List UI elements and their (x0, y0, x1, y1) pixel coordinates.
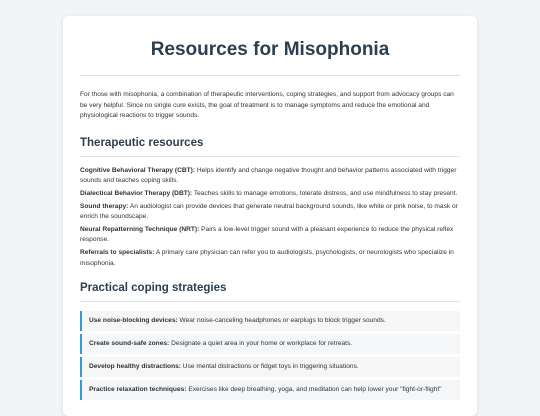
coping-item (80, 380, 460, 400)
item-text: Teaches skills to manage emotions, tolerate distress, and use mindfulness to stay present. (192, 189, 458, 197)
item-term: Referrals to specialists: (80, 248, 155, 256)
item-text: Exercises like deep breathing, yoga, and meditation can help lower your "fight-or-flight" (186, 386, 442, 394)
item-term: Neural Repatterning Technique (NRT): (80, 225, 200, 233)
item-text: Wear noise-canceling headphones or earplugs to block trigger sounds. (177, 317, 386, 325)
item-term: Cognitive Behavioral Therapy (CBT): (80, 166, 196, 174)
therapeutic-list (80, 166, 460, 269)
list-item (80, 248, 460, 269)
document-body (63, 38, 477, 400)
item-text: Use mental distractions or fidget toys in triggering situations. (180, 363, 359, 371)
title-divider (80, 75, 460, 76)
item-term: Use noise-blocking devices: (89, 317, 178, 325)
item-term: Sound therapy: (80, 202, 129, 210)
item-term: Create sound-safe zones: (89, 340, 170, 348)
item-text: A primary care physician can refer you to audiologists, psychologists, or neurologists who specialize in misophonia. (80, 248, 454, 267)
coping-list (80, 311, 460, 400)
coping-heading: Practical coping strategies (80, 281, 460, 302)
item-text: Helps identify and change negative thought and behavior patterns associated with trigger sounds and teaches coping skills. (80, 166, 457, 185)
list-item (80, 225, 460, 246)
item-term: Practice relaxation techniques: (89, 386, 187, 394)
document-card (63, 16, 477, 416)
coping-item (80, 311, 460, 331)
coping-item (80, 334, 460, 354)
coping-item (80, 357, 460, 377)
list-item (80, 202, 460, 223)
item-term: Develop healthy distractions: (89, 363, 181, 371)
intro-paragraph: For those with misophonia, a combination of therapeutic interventions, coping strategies, and support from advocacy groups can be very helpful. Since no single cure exists, the goal of treatment is to manage symptoms and reduce the emotional and physiological reactions to trigger sounds. (80, 91, 454, 120)
item-text: Pairs a low-level trigger sound with a pleasant experience to reduce the physical reflex response. (80, 225, 454, 244)
list-item (80, 166, 460, 187)
list-item (80, 189, 460, 200)
item-term: Dialectical Behavior Therapy (DBT): (80, 189, 193, 197)
item-text: An audiologist can provide devices that generate neutral background sounds, like white or pink noise, to mask or enrich the soundscape. (80, 202, 458, 221)
page-title: Resources for Misophonia (150, 39, 390, 60)
item-text: Designate a quiet area in your home or workplace for retreats. (169, 340, 353, 348)
therapeutic-heading: Therapeutic resources (80, 136, 460, 157)
